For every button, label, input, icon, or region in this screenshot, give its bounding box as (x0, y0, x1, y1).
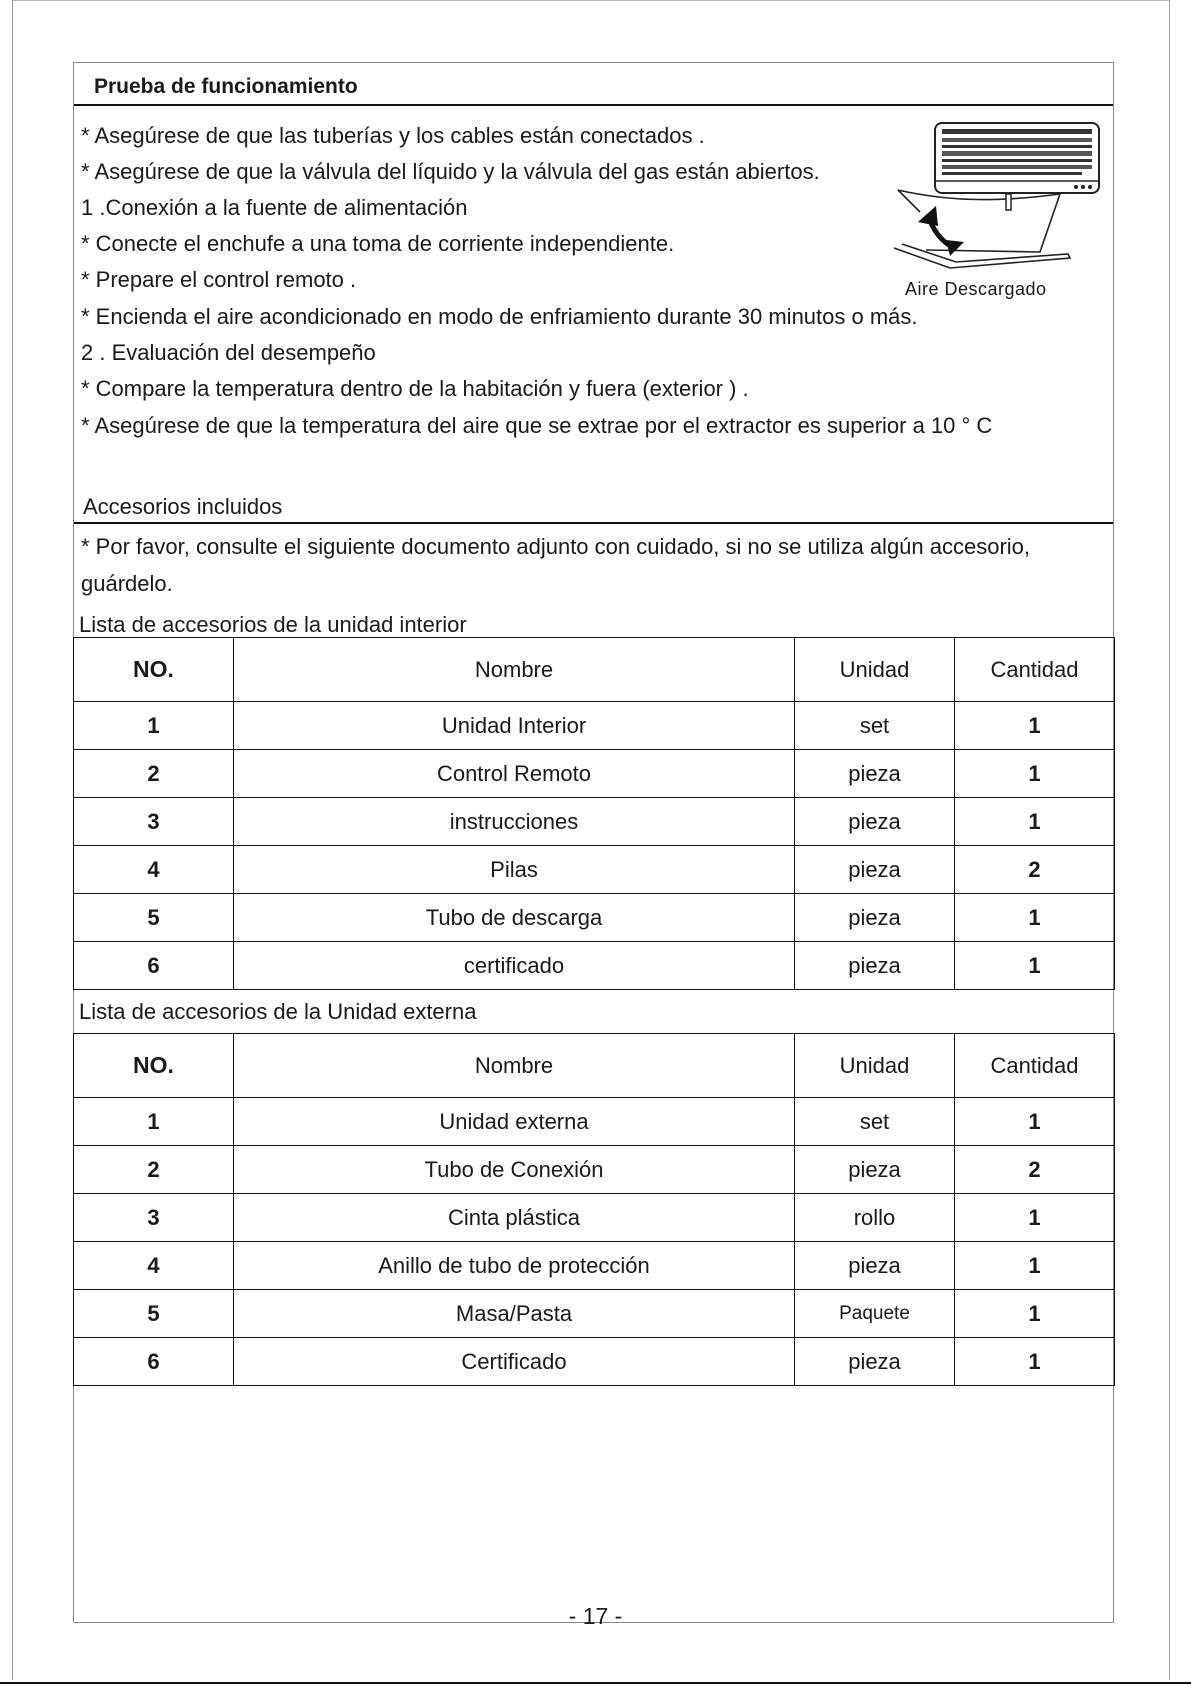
cell-name: Tubo de descarga (234, 894, 795, 942)
indoor-accessories-table (73, 637, 1115, 990)
cell-no: 4 (74, 846, 234, 894)
page-bottom-line (0, 1682, 1191, 1684)
cell-quantity: 1 (955, 1194, 1115, 1242)
table-row (74, 1290, 1115, 1338)
section-divider (74, 104, 1113, 106)
check-line: * Asegúrese de que las tuberías y los cables están conectados . (81, 123, 705, 148)
cell-name: Control Remoto (234, 750, 795, 798)
table-row (74, 1338, 1115, 1386)
cell-name: Anillo de tubo de protección (234, 1242, 795, 1290)
column-header: Unidad (795, 1034, 955, 1098)
step-heading: 1 .Conexión a la fuente de alimentación (81, 195, 468, 220)
cell-quantity: 2 (955, 1146, 1115, 1194)
table-row (74, 894, 1115, 942)
cell-name: Tubo de Conexión (234, 1146, 795, 1194)
cell-quantity: 1 (955, 750, 1115, 798)
cell-no: 4 (74, 1242, 234, 1290)
cell-unit: pieza (795, 1242, 955, 1290)
column-header: NO. (74, 1034, 234, 1098)
check-line: * Encienda el aire acondicionado en modo de enfriamiento durante 30 minutos o más. (81, 304, 918, 329)
cell-unit: pieza (795, 798, 955, 846)
cell-name: instrucciones (234, 798, 795, 846)
table-row (74, 702, 1115, 750)
cell-no: 3 (74, 1194, 234, 1242)
indoor-list-title: Lista de accesorios de la unidad interior (79, 612, 467, 637)
illustration-caption: Aire Descargado (905, 279, 1047, 299)
cell-no: 6 (74, 942, 234, 990)
table-row (74, 1242, 1115, 1290)
table-row (74, 1146, 1115, 1194)
cell-name: Cinta plástica (234, 1194, 795, 1242)
table-row (74, 942, 1115, 990)
cell-quantity: 1 (955, 1338, 1115, 1386)
cell-quantity: 1 (955, 942, 1115, 990)
cell-unit: set (795, 1098, 955, 1146)
accessories-note: * Por favor, consulte el siguiente documento adjunto con cuidado, si no se utiliza algún accesorio, (81, 534, 1031, 559)
check-line: * Prepare el control remoto . (81, 267, 357, 292)
column-header: Nombre (234, 1034, 795, 1098)
check-line: * Conecte el enchufe a una toma de corriente independiente. (81, 231, 675, 256)
cell-name: Pilas (234, 846, 795, 894)
column-header: Nombre (234, 638, 795, 702)
air-conditioner-airflow-icon (890, 118, 1110, 276)
table-row (74, 750, 1115, 798)
cell-no: 2 (74, 1146, 234, 1194)
outdoor-list-title: Lista de accesorios de la Unidad externa (79, 999, 477, 1024)
section-divider (74, 522, 1113, 524)
check-line: * Compare la temperatura dentro de la habitación y fuera (exterior ) . (81, 376, 749, 401)
cell-quantity: 1 (955, 1290, 1115, 1338)
table-header-row (74, 638, 1115, 702)
column-header: NO. (74, 638, 234, 702)
cell-unit: pieza (795, 1338, 955, 1386)
cell-unit: pieza (795, 750, 955, 798)
cell-unit: rollo (795, 1194, 955, 1242)
outdoor-accessories-table (73, 1033, 1115, 1386)
column-header: Cantidad (955, 1034, 1115, 1098)
cell-no: 1 (74, 702, 234, 750)
table-row (74, 1194, 1115, 1242)
table-row (74, 846, 1115, 894)
accessories-note: guárdelo. (81, 571, 173, 596)
cell-no: 3 (74, 798, 234, 846)
cell-name: Unidad Interior (234, 702, 795, 750)
cell-quantity: 1 (955, 798, 1115, 846)
cell-no: 6 (74, 1338, 234, 1386)
cell-name: Masa/Pasta (234, 1290, 795, 1338)
cell-quantity: 1 (955, 894, 1115, 942)
cell-no: 5 (74, 894, 234, 942)
cell-unit: pieza (795, 846, 955, 894)
cell-no: 5 (74, 1290, 234, 1338)
operation-test-title: Prueba de funcionamiento (94, 75, 358, 98)
cell-no: 2 (74, 750, 234, 798)
page-number: - 17 - (568, 1603, 623, 1629)
check-line: * Asegúrese de que la válvula del líquido y la válvula del gas están abiertos. (81, 159, 820, 184)
column-header: Unidad (795, 638, 955, 702)
cell-unit: Paquete (795, 1290, 955, 1338)
column-header: Cantidad (955, 638, 1115, 702)
step-heading: 2 . Evaluación del desempeño (81, 340, 376, 365)
cell-name: Certificado (234, 1338, 795, 1386)
accessories-title: Accesorios incluidos (83, 494, 283, 519)
cell-no: 1 (74, 1098, 234, 1146)
cell-unit: pieza (795, 1146, 955, 1194)
cell-unit: pieza (795, 942, 955, 990)
cell-quantity: 1 (955, 1098, 1115, 1146)
cell-unit: pieza (795, 894, 955, 942)
table-row (74, 798, 1115, 846)
cell-name: certificado (234, 942, 795, 990)
table-row (74, 1098, 1115, 1146)
table-header-row (74, 1034, 1115, 1098)
check-line: * Asegúrese de que la temperatura del aire que se extrae por el extractor es superior a 10 ° C (81, 413, 993, 438)
cell-unit: set (795, 702, 955, 750)
cell-quantity: 2 (955, 846, 1115, 894)
cell-quantity: 1 (955, 1242, 1115, 1290)
cell-name: Unidad externa (234, 1098, 795, 1146)
cell-quantity: 1 (955, 702, 1115, 750)
